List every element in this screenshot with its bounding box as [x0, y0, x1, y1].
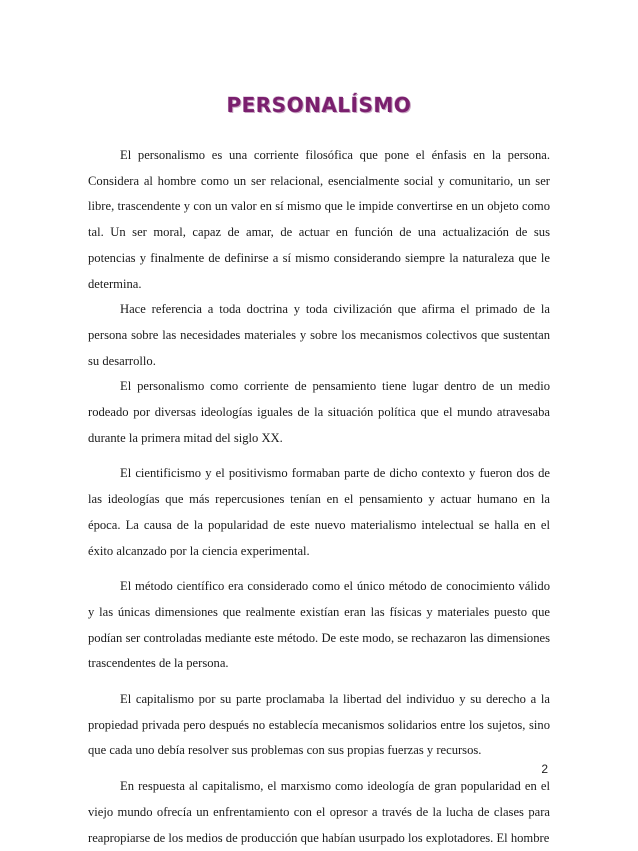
paragraph-5: El método científico era considerado como el único método de conocimiento válido y las únicas dimensiones que realmente existían eran las físicas y materiales puesto que podían ser controladas mediante este método. De este modo, se rechazaron las dimensiones trascendentes de la persona.: [88, 579, 550, 671]
paragraph-6: El capitalismo por su parte proclamaba la libertad del individuo y su derecho a la propiedad privada pero después no establecía mecanismos solidarios entre los sujetos, sino que cada uno debía resolver sus problemas con sus propias fuerzas y recursos.: [88, 692, 550, 758]
paragraph-2: Hace referencia a toda doctrina y toda civilización que afirma el primado de la persona sobre las necesidades materiales y sobre los mecanismos colectivos que sustentan su desarrollo.: [88, 302, 550, 368]
document-body: [88, 143, 550, 851]
paragraph-3: El personalismo como corriente de pensamiento tiene lugar dentro de un medio rodeado por diversas ideologías iguales de la situación política que el mundo atravesaba durante la primera mitad del siglo XX.: [88, 379, 550, 445]
document-title: PERSONALÍSMO: [226, 93, 412, 117]
paragraph-4: El cientificismo y el positivismo formaban parte de dicho contexto y fueron dos de las ideologías que más repercusiones tenían en el pensamiento y actuar humano en la época. La causa de la popularidad de este nuevo materialismo intelectual se halla en el éxito alcanzado por la ciencia experimental.: [88, 466, 550, 558]
paragraph-1: El personalismo es una corriente filosófica que pone el énfasis en la persona. Considera al hombre como un ser relacional, esencialmente social y comunitario, un ser libre, trascendente y con un valor en sí mismo que le impide convertirse en un objeto como tal. Un ser moral, capaz de amar, de actuar en función de una actualización de sus potencias y finalmente de definirse a sí mismo considerando siempre la naturaleza que le determina.: [88, 148, 550, 291]
page-number: 2: [541, 762, 548, 776]
paragraph-7: En respuesta al capitalismo, el marxismo como ideología de gran popularidad en el viejo mundo ofrecía un enfrentamiento con el opresor a través de la lucha de clases para reapropiarse de los medios de producción que habían usurpado los explotadores. El hombre: [88, 779, 550, 845]
